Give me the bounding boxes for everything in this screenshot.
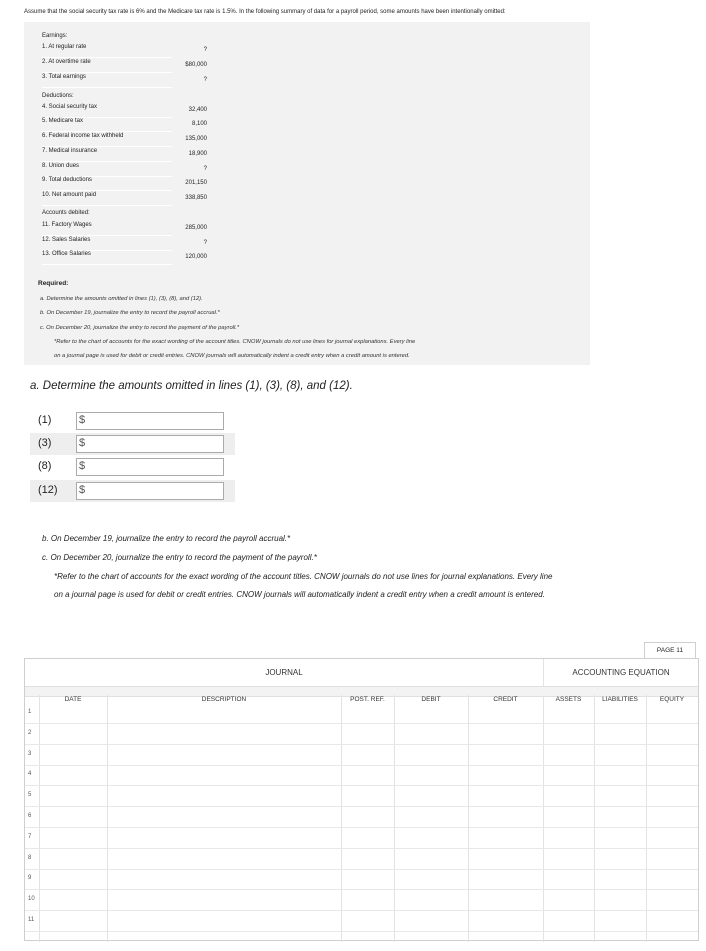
journal-cell-debit[interactable] (395, 745, 467, 765)
dollar-sign: $ (79, 484, 86, 496)
summary-line-label: 3. Total earnings (42, 74, 86, 80)
journal-cell-equity[interactable] (647, 849, 697, 869)
journal-cell-equity[interactable] (647, 786, 697, 806)
row-number: 10 (28, 896, 35, 903)
journal-cell-assets[interactable] (544, 828, 593, 848)
summary-line-value: 32,400 (188, 107, 207, 113)
journal-cell-description[interactable] (108, 890, 340, 910)
journal-cell-assets[interactable] (544, 745, 593, 765)
accounting-equation-title: ACCOUNTING EQUATION (572, 668, 670, 677)
journal-cell-assets[interactable] (544, 703, 593, 723)
journal-row (25, 703, 698, 723)
journal-cell-credit[interactable] (469, 828, 542, 848)
dollar-sign: $ (79, 414, 86, 426)
col-date: DATE (64, 696, 82, 703)
journal-cell-debit[interactable] (395, 890, 467, 910)
summary-line (42, 148, 207, 162)
answer-row-1 (30, 410, 235, 432)
journal-cell-equity[interactable] (647, 828, 697, 848)
journal-row (25, 745, 698, 765)
answer-label: (3) (38, 437, 52, 449)
journal-cell-liabilities[interactable] (595, 745, 645, 765)
journal-cell-equity[interactable] (647, 869, 697, 889)
journal-cell-credit[interactable] (469, 703, 542, 723)
row-number: 5 (28, 792, 32, 799)
part-b-text: b. On December 19, journalize the entry to record the payroll accrual.* (42, 534, 291, 543)
journal-cell-post-ref[interactable] (342, 869, 393, 889)
journal-cell-date[interactable] (40, 911, 106, 931)
journal-cell-liabilities[interactable] (595, 724, 645, 744)
journal-cell-assets[interactable] (544, 869, 593, 889)
journal-cell-credit[interactable] (469, 890, 542, 910)
summary-line-value: ? (203, 166, 207, 172)
journal-cell-assets[interactable] (544, 911, 593, 931)
journal-cell-assets[interactable] (544, 890, 593, 910)
col-liabilities: LIABILITIES (602, 696, 638, 703)
answer-input-line-8[interactable] (76, 458, 224, 476)
summary-line-value: 18,900 (188, 151, 207, 157)
journal-table (24, 658, 699, 941)
journal-cell-liabilities[interactable] (595, 849, 645, 869)
summary-line (42, 251, 207, 265)
journal-row (25, 807, 698, 827)
col-equity: EQUITY (659, 696, 685, 703)
instructions-note-1: *Refer to the chart of accounts for the exact wording of the account titles. CNOW journals do not use lines for journal explanations. Every line (54, 572, 553, 581)
instructions-note-2: on a journal page is used for debit or credit entries. CNOW journals will automatically indent a credit entry when a credit amount is entered. (54, 590, 545, 599)
summary-line (42, 118, 207, 132)
journal-cell-debit[interactable] (395, 765, 467, 785)
row-number: 1 (28, 709, 32, 715)
journal-cell-equity[interactable] (647, 703, 697, 723)
journal-page-label: PAGE 11 (644, 642, 696, 658)
col-debit: DEBIT (421, 696, 441, 703)
answer-input-line-3[interactable] (76, 435, 224, 453)
summary-line-label: 13. Office Salaries (42, 251, 91, 257)
row-number: 9 (28, 875, 32, 882)
journal-cell-assets[interactable] (544, 807, 593, 827)
summary-line (42, 44, 207, 58)
journal-cell-description[interactable] (108, 786, 340, 806)
summary-line (42, 222, 207, 236)
journal-cell-credit[interactable] (469, 849, 542, 869)
summary-line-value: 285,000 (185, 225, 207, 231)
journal-cell-debit[interactable] (395, 849, 467, 869)
journal-cell-debit[interactable] (395, 869, 467, 889)
journal-row (25, 849, 698, 869)
journal-cell-date[interactable] (40, 765, 106, 785)
col-description: DESCRIPTION (201, 696, 247, 703)
deductions-heading: Deductions: (42, 93, 74, 99)
answer-input-line-12[interactable] (76, 482, 224, 500)
row-number: 4 (28, 771, 32, 778)
summary-line-label: 11. Factory Wages (42, 222, 92, 228)
summary-line (42, 237, 207, 251)
journal-cell-equity[interactable] (647, 724, 697, 744)
summary-line (42, 163, 207, 177)
journal-cell-liabilities[interactable] (595, 703, 645, 723)
dollar-sign: $ (79, 460, 86, 472)
answer-input-line-1[interactable] (76, 412, 224, 430)
journal-cell-assets[interactable] (544, 765, 593, 785)
journal-cell-post-ref[interactable] (342, 807, 393, 827)
journal-cell-liabilities[interactable] (595, 765, 645, 785)
journal-title: JOURNAL (265, 668, 303, 677)
journal-cell-credit[interactable] (469, 807, 542, 827)
summary-line (42, 177, 207, 191)
summary-line-label: 4. Social security tax (42, 104, 98, 110)
summary-line-value: ? (203, 240, 207, 246)
summary-line-value: 201,150 (185, 180, 207, 186)
earnings-heading: Earnings: (42, 33, 68, 39)
required-note-1: *Refer to the chart of accounts for the exact wording of the account titles. CNOW journals do not use lines for journal explanations. Every line (54, 339, 416, 345)
row-number: 7 (28, 833, 32, 840)
journal-row (25, 911, 698, 931)
journal-cell-description[interactable] (108, 703, 340, 723)
journal-cell-equity[interactable] (647, 807, 697, 827)
required-title: Required: (38, 280, 69, 287)
journal-cell-post-ref[interactable] (342, 745, 393, 765)
accounts-debited-heading: Accounts debited: (42, 210, 90, 216)
journal-cell-debit[interactable] (395, 911, 467, 931)
summary-line-label: 2. At overtime rate (42, 59, 91, 65)
answer-row-3 (30, 433, 235, 455)
summary-line (42, 192, 207, 206)
row-number: 2 (28, 729, 32, 736)
summary-line (42, 74, 207, 88)
part-a-title: a. Determine the amounts omitted in lines (1), (3), (8), and (12). (30, 380, 353, 392)
required-a: a. Determine the amounts omitted in lines (1), (3), (8), and (12). (40, 296, 203, 302)
journal-row (25, 869, 698, 889)
journal-cell-date[interactable] (40, 869, 106, 889)
journal-cell-post-ref[interactable] (342, 828, 393, 848)
journal-cell-description[interactable] (108, 724, 340, 744)
journal-cell-date[interactable] (40, 890, 106, 910)
journal-cell-description[interactable] (108, 828, 340, 848)
journal-cell-assets[interactable] (544, 849, 593, 869)
summary-line-value: $80,000 (185, 62, 207, 68)
journal-cell-equity[interactable] (647, 890, 697, 910)
journal-row (25, 828, 698, 848)
journal-cell-date[interactable] (40, 786, 106, 806)
summary-line-value: 8,100 (191, 121, 207, 127)
summary-line-value: ? (203, 47, 207, 53)
answer-label: (1) (38, 414, 52, 426)
journal-row (25, 724, 698, 744)
journal-cell-liabilities[interactable] (595, 807, 645, 827)
journal-cell-date[interactable] (40, 724, 106, 744)
journal-cell-credit[interactable] (469, 745, 542, 765)
journal-cell-post-ref[interactable] (342, 890, 393, 910)
journal-row (25, 890, 698, 910)
journal-cell-date[interactable] (40, 849, 106, 869)
row-number: 11 (28, 917, 35, 923)
answer-row-8 (30, 456, 235, 478)
journal-row (25, 765, 698, 785)
answer-label: (12) (38, 484, 58, 496)
summary-line-label: 1. At regular rate (42, 44, 87, 50)
journal-cell-debit[interactable] (395, 703, 467, 723)
journal-cell-post-ref[interactable] (342, 786, 393, 806)
summary-line-label: 6. Federal income tax withheld (42, 133, 124, 139)
col-credit: CREDIT (493, 696, 518, 703)
summary-line (42, 59, 207, 73)
part-c-text: c. On December 20, journalize the entry to record the payment of the payroll.* (42, 553, 317, 562)
summary-line-value: ? (203, 77, 207, 83)
journal-cell-assets[interactable] (544, 786, 593, 806)
journal-cell-post-ref[interactable] (342, 765, 393, 785)
answer-row-12 (30, 480, 235, 502)
summary-line-label: 9. Total deductions (42, 177, 92, 183)
journal-cell-date[interactable] (40, 703, 106, 723)
required-note-2: on a journal page is used for debit or credit entries. CNOW journals will automatically indent a credit entry when a credit amount is entered. (54, 353, 410, 359)
summary-line-label: 7. Medical insurance (42, 148, 98, 154)
payroll-summary-panel (24, 22, 590, 365)
row-number: 6 (28, 813, 32, 819)
journal-cell-post-ref[interactable] (342, 724, 393, 744)
summary-line-label: 8. Union dues (42, 163, 80, 169)
dollar-sign: $ (79, 437, 86, 449)
journal-cell-post-ref[interactable] (342, 703, 393, 723)
journal-cell-description[interactable] (108, 765, 340, 785)
problem-intro: Assume that the social security tax rate is 6% and the Medicare tax rate is 1.5%. In the following summary of data for a payroll period, some amounts have been intentionally omitted: (24, 9, 506, 15)
required-c: c. On December 20, journalize the entry to record the payment of the payroll.* (40, 325, 240, 331)
summary-line (42, 133, 207, 147)
row-number: 8 (28, 854, 32, 861)
required-b: b. On December 19, journalize the entry to record the payroll accrual.* (40, 310, 220, 316)
journal-cell-credit[interactable] (469, 724, 542, 744)
journal-cell-post-ref[interactable] (342, 849, 393, 869)
journal-cell-credit[interactable] (469, 911, 542, 931)
journal-cell-description[interactable] (108, 849, 340, 869)
journal-cell-debit[interactable] (395, 786, 467, 806)
journal-cell-equity[interactable] (647, 745, 697, 765)
journal-cell-date[interactable] (40, 828, 106, 848)
journal-cell-debit[interactable] (395, 828, 467, 848)
journal-cell-assets[interactable] (544, 724, 593, 744)
summary-line-label: 5. Medicare tax (42, 118, 84, 124)
summary-line-value: 120,000 (185, 254, 207, 260)
summary-line-value: 135,000 (185, 136, 207, 142)
journal-cell-liabilities[interactable] (595, 869, 645, 889)
journal-cell-post-ref[interactable] (342, 911, 393, 931)
col-post-ref: POST. REF. (350, 696, 385, 703)
summary-line-label: 10. Net amount paid (42, 192, 97, 198)
summary-line-value: 338,850 (185, 195, 207, 201)
journal-cell-description[interactable] (108, 869, 340, 889)
journal-cell-date[interactable] (40, 745, 106, 765)
col-assets: ASSETS (555, 696, 582, 703)
journal-cell-description[interactable] (108, 745, 340, 765)
journal-cell-credit[interactable] (469, 786, 542, 806)
answer-label: (8) (38, 460, 52, 472)
row-divider (25, 931, 698, 932)
journal-cell-description[interactable] (108, 807, 340, 827)
journal-cell-credit[interactable] (469, 765, 542, 785)
journal-cell-credit[interactable] (469, 869, 542, 889)
journal-cell-liabilities[interactable] (595, 911, 645, 931)
journal-row (25, 786, 698, 806)
journal-cell-liabilities[interactable] (595, 828, 645, 848)
journal-cell-debit[interactable] (395, 724, 467, 744)
journal-cell-equity[interactable] (647, 911, 697, 931)
journal-cell-liabilities[interactable] (595, 890, 645, 910)
summary-line (42, 104, 207, 118)
row-number: 3 (28, 750, 32, 757)
journal-cell-liabilities[interactable] (595, 786, 645, 806)
journal-cell-date[interactable] (40, 807, 106, 827)
summary-line-label: 12. Sales Salaries (42, 237, 91, 243)
journal-cell-equity[interactable] (647, 765, 697, 785)
journal-cell-debit[interactable] (395, 807, 467, 827)
journal-cell-description[interactable] (108, 911, 340, 931)
